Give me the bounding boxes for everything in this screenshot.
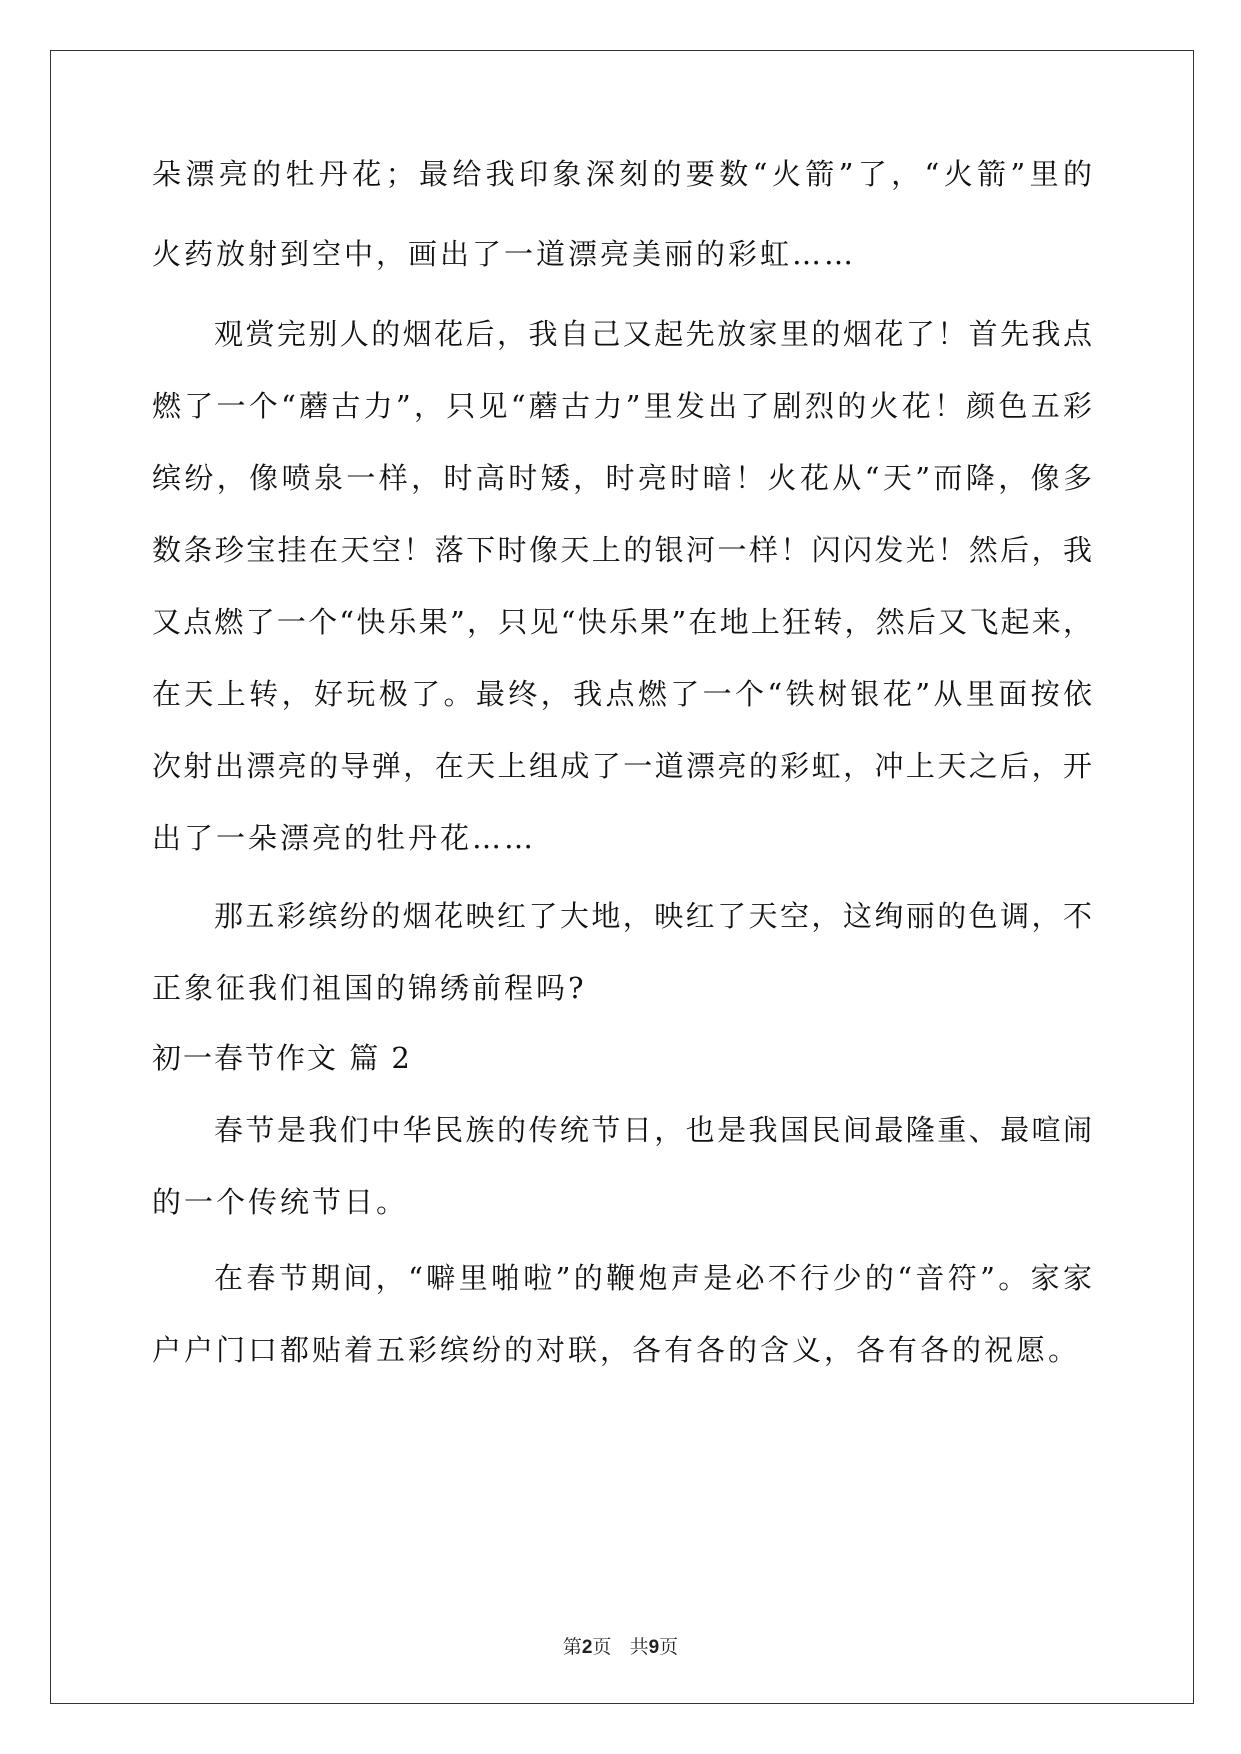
current-page-number: 2 xyxy=(581,1637,593,1658)
footer-page-suffix: 页 xyxy=(592,1636,612,1658)
text-line: 数条珍宝挂在天空！落下时像天上的银河一样！闪闪发光！然后，我 xyxy=(152,533,1092,567)
page-border xyxy=(50,50,1194,1704)
footer-total-prefix: 共 xyxy=(629,1636,649,1658)
section-heading: 初一春节作文 篇 2 xyxy=(152,1041,412,1075)
paragraph-start-line: 那五彩缤纷的烟花映红了大地，映红了天空，这绚丽的色调，不 xyxy=(214,899,1092,933)
text-line: 缤纷，像喷泉一样，时高时矮，时亮时暗！火花从“天”而降，像多 xyxy=(152,461,1092,495)
text-line: 户户门口都贴着五彩缤纷的对联，各有各的含义，各有各的祝愿。 xyxy=(152,1333,1081,1367)
text-line: 在天上转，好玩极了。最终，我点燃了一个“铁树银花”从里面按依 xyxy=(152,677,1092,711)
total-page-number: 9 xyxy=(648,1637,660,1658)
page-footer xyxy=(0,1632,1241,1659)
text-line: 正象征我们祖国的锦绣前程吗? xyxy=(152,971,587,1005)
paragraph-start-line: 春节是我们中华民族的传统节日，也是我国民间最隆重、最喧闹 xyxy=(214,1113,1092,1147)
footer-prefix: 第 xyxy=(562,1636,582,1658)
text-line: 的一个传统节日。 xyxy=(152,1185,409,1219)
paragraph-start-line: 观赏完别人的烟花后，我自己又起先放家里的烟花了！首先我点 xyxy=(214,317,1092,351)
text-line: 火药放射到空中，画出了一道漂亮美丽的彩虹…… xyxy=(152,237,857,271)
text-line: 又点燃了一个“快乐果”，只见“快乐果”在地上狂转，然后又飞起来， xyxy=(152,605,1092,639)
text-line: 次射出漂亮的导弹，在天上组成了一道漂亮的彩虹，冲上天之后，开 xyxy=(152,749,1092,783)
text-line: 出了一朵漂亮的牡丹花…… xyxy=(152,821,537,855)
paragraph-start-line: 在春节期间，“噼里啪啦”的鞭炮声是必不行少的“音符”。家家 xyxy=(214,1261,1092,1295)
text-line: 燃了一个“蘑古力”，只见“蘑古力”里发出了剧烈的火花！颜色五彩 xyxy=(152,389,1092,423)
footer-total-suffix: 页 xyxy=(659,1636,679,1658)
text-line: 朵漂亮的牡丹花；最给我印象深刻的要数“火箭”了，“火箭”里的 xyxy=(152,157,1092,191)
